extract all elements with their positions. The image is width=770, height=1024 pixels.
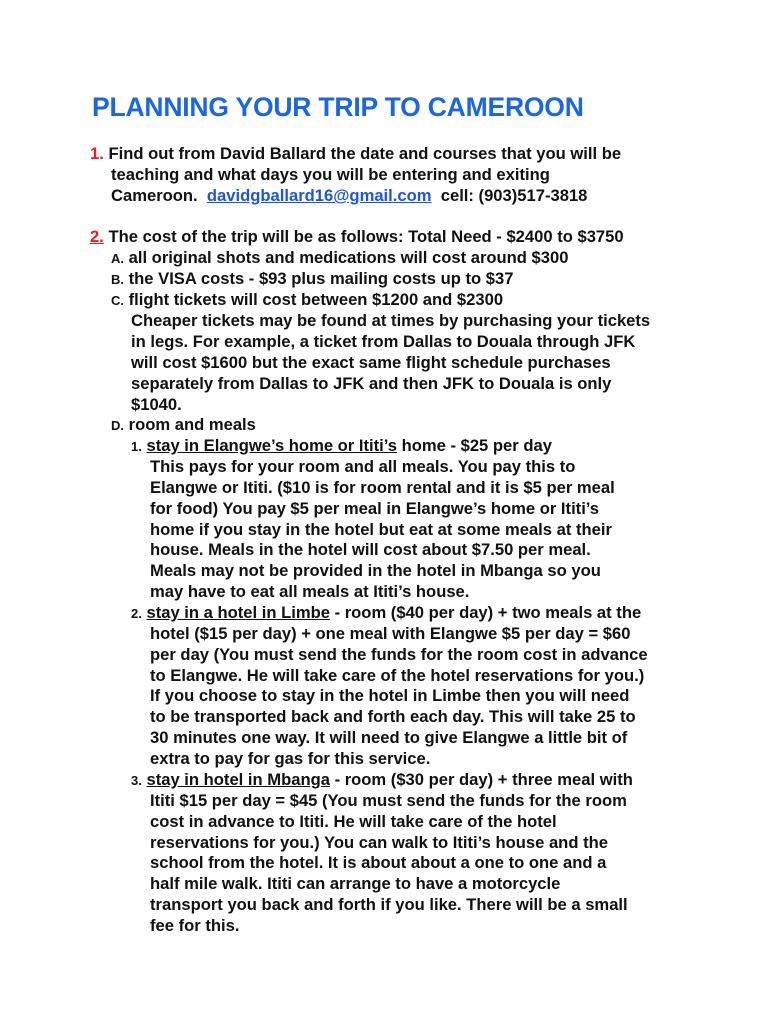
item-1-text-line-1: Find out from David Ballard the date and courses that you will be — [108, 144, 622, 163]
item-2b-letter: B. — [111, 272, 124, 287]
item-2d-2-detail-line: per day (You must send the funds for the room cost in advance — [150, 645, 648, 664]
item-2-line-1 — [90, 227, 624, 248]
item-2d-3 — [131, 770, 633, 792]
item-2c-detail-line: will cost $1600 but the exact same flight schedule purchases — [131, 353, 611, 372]
item-2a-letter: A. — [111, 251, 124, 266]
item-2d-1-detail-line: for food) You pay $5 per meal in Elangwe’s home or Ititi’s — [150, 499, 600, 518]
item-2d-3-detail-line: half mile walk. Ititi can arrange to have a motorcycle — [150, 874, 561, 893]
item-2d-1-detail-line: This pays for your room and all meals. You pay this to — [150, 457, 576, 476]
item-2d-1-heading: stay in Elangwe’s home or Ititi’s — [146, 436, 397, 455]
item-2d — [111, 415, 256, 437]
item-1-number: 1. — [90, 144, 104, 163]
item-2d-1 — [131, 436, 552, 458]
item-2d-3-detail-line: fee for this. — [150, 916, 240, 935]
item-2d-2-detail-line: extra to pay for gas for this service. — [150, 749, 431, 768]
item-2c-text: flight tickets will cost between $1200 and $2300 — [128, 290, 504, 309]
item-2c-detail-line: separately from Dallas to JFK and then JFK to Douala is only — [131, 374, 612, 393]
item-2d-2-detail-line: If you choose to stay in the hotel in Limbe then you will need — [150, 686, 630, 705]
item-2d-2-detail-line: hotel ($15 per day) + one meal with Elangwe $5 per day = $60 — [150, 624, 631, 643]
item-2d-3-detail-line: Ititi $15 per day = $45 (You must send the funds for the room — [150, 791, 627, 810]
item-1-line-3 — [111, 186, 587, 207]
item-2d-2-detail-line: to Elangwe. He will take care of the hotel reservations for you.) — [150, 666, 645, 685]
item-2d-3-detail-line: cost in advance to Ititi. He will take care of the hotel — [150, 812, 557, 831]
item-1-prefix: Cameroon. — [111, 186, 198, 205]
item-1-text-line-2: teaching and what days you will be entering and exiting — [111, 165, 550, 184]
item-2d-text: room and meals — [128, 415, 256, 434]
item-2d-3-rest: - room ($30 per day) + three meal with — [329, 770, 633, 789]
item-2d-3-detail-line: school from the hotel. It is about about a one to one and a — [150, 853, 607, 872]
item-2d-2 — [131, 603, 641, 625]
item-2d-2-number: 2. — [131, 606, 142, 621]
item-2c-letter: C. — [111, 293, 124, 308]
item-2d-1-detail-line: may have to eat all meals at Ititi’s house. — [150, 582, 470, 601]
item-2a-text: all original shots and medications will cost around $300 — [128, 248, 569, 267]
item-2-number: 2. — [90, 227, 104, 246]
item-2d-1-detail-line: house. Meals in the hotel will cost about $7.50 per meal. — [150, 540, 591, 559]
item-2d-2-rest: - room ($40 per day) + two meals at the — [329, 603, 642, 622]
item-2d-3-number: 3. — [131, 773, 142, 788]
item-2a — [111, 248, 568, 270]
item-2d-1-detail-line: Meals may not be provided in the hotel in Mbanga so you — [150, 561, 601, 580]
item-2b-text: the VISA costs - $93 plus mailing costs up to $37 — [128, 269, 514, 288]
item-2d-3-detail-line: transport you back and forth if you like. There will be a small — [150, 895, 628, 914]
cell-phone: cell: (903)517-3818 — [440, 186, 588, 205]
item-2d-1-rest: home - $25 per day — [396, 436, 552, 455]
item-2d-1-detail-line: home if you stay in the hotel but eat at some meals at their — [150, 520, 612, 539]
item-2c — [111, 290, 503, 312]
item-2d-1-detail-line: Elangwe or Ititi. ($10 is for room rental and it is $5 per meal — [150, 478, 615, 497]
item-2-text: The cost of the trip will be as follows: Total Need - $2400 to $3750 — [108, 227, 624, 246]
item-2b — [111, 269, 513, 291]
email-link[interactable]: davidgballard16@gmail.com — [206, 186, 432, 205]
page-title: PLANNING YOUR TRIP TO CAMEROON — [92, 92, 584, 122]
item-2d-2-detail-line: to be transported back and forth each day. This will take 25 to — [150, 707, 636, 726]
item-2d-2-detail-line: 30 minutes one way. It will need to give Elangwe a little bit of — [150, 728, 628, 747]
item-1-line-1 — [90, 144, 621, 165]
item-2d-3-heading: stay in hotel in Mbanga — [146, 770, 330, 789]
item-2c-detail-line: $1040. — [131, 395, 182, 414]
item-2c-detail-line: in legs. For example, a ticket from Dallas to Douala through JFK — [131, 332, 636, 351]
item-2d-letter: D. — [111, 418, 124, 433]
item-2d-3-detail-line: reservations for you.) You can walk to Ititi’s house and the — [150, 833, 608, 852]
item-2d-1-number: 1. — [131, 439, 142, 454]
item-2c-detail-line: Cheaper tickets may be found at times by purchasing your tickets — [131, 311, 651, 330]
item-2d-2-heading: stay in a hotel in Limbe — [146, 603, 330, 622]
